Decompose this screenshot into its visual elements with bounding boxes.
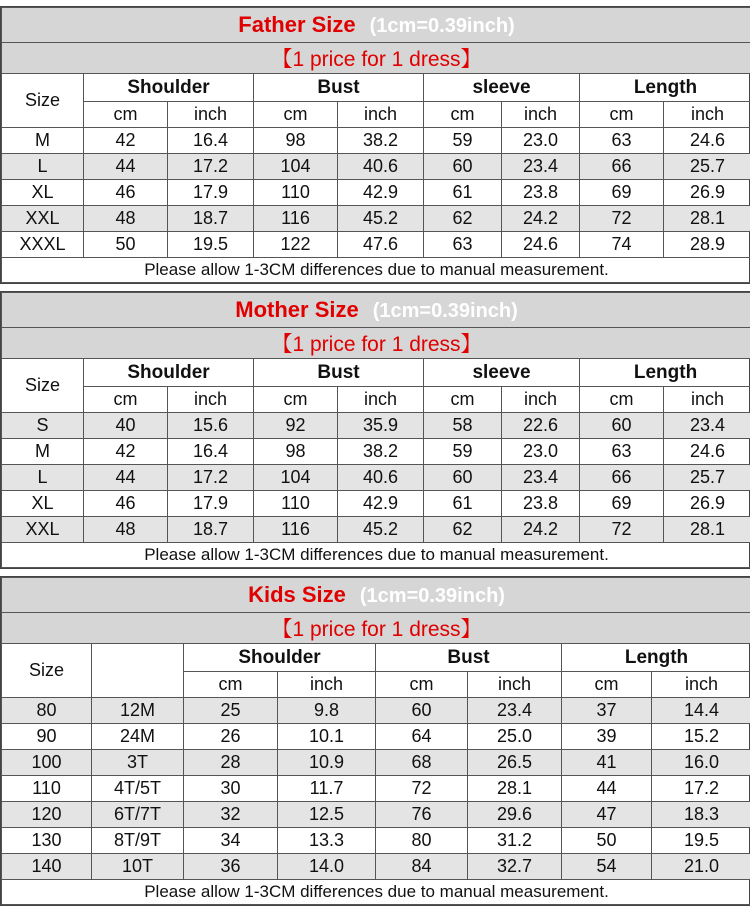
value-cell: 47.6 [338,232,424,258]
value-cell: 61 [424,491,502,517]
mother-title: Mother Size [235,297,359,322]
value-cell: 110 [254,491,338,517]
value-cell: 37 [562,698,652,724]
value-cell: 59 [424,439,502,465]
unit-label: inch [502,102,580,128]
value-cell: 58 [424,413,502,439]
value-cell: 72 [580,517,664,543]
value-cell: 42.9 [338,491,424,517]
value-cell: 17.2 [168,154,254,180]
value-cell: 24.6 [664,439,750,465]
unit-label: inch [664,387,750,413]
value-cell: 25.0 [468,724,562,750]
unit-label: cm [562,672,652,698]
value-cell: 24.2 [502,206,580,232]
value-cell: 116 [254,206,338,232]
value-cell: 24.6 [664,128,750,154]
unit-label: cm [84,102,168,128]
value-cell: 10.9 [278,750,376,776]
value-cell: 69 [580,180,664,206]
value-cell: 25.7 [664,154,750,180]
table-row [2,854,750,880]
size-cell: 100 [2,750,92,776]
mother-group-length: Length [580,359,750,387]
unit-label: cm [254,102,338,128]
value-cell: 16.0 [652,750,750,776]
value-cell: 28.1 [664,206,750,232]
value-cell: 60 [580,413,664,439]
size-cell: M [2,128,84,154]
unit-label: cm [580,387,664,413]
value-cell: 38.2 [338,439,424,465]
father-group-length: Length [580,74,750,102]
mother-title-cell [2,293,750,328]
size-cell: XXL [2,517,84,543]
value-cell: 63 [424,232,502,258]
value-cell: 32.7 [468,854,562,880]
age-cell: 10T [92,854,184,880]
value-cell: 17.9 [168,180,254,206]
table-row [2,206,750,232]
unit-label: cm [424,387,502,413]
kids-conversion: (1cm=0.39inch) [359,585,505,607]
value-cell: 23.0 [502,128,580,154]
mother-group-bust: Bust [254,359,424,387]
value-cell: 116 [254,517,338,543]
value-cell: 28 [184,750,278,776]
value-cell: 38.2 [338,128,424,154]
unit-label: inch [468,672,562,698]
unit-label: inch [664,102,750,128]
father-conversion: (1cm=0.39inch) [369,15,515,37]
age-cell: 24M [92,724,184,750]
value-cell: 54 [562,854,652,880]
value-cell: 66 [580,154,664,180]
value-cell: 72 [376,776,468,802]
value-cell: 26 [184,724,278,750]
father-footer-note: Please allow 1-3CM differences due to manual measurement. [2,258,750,283]
table-row [2,724,750,750]
age-cell: 3T [92,750,184,776]
value-cell: 45.2 [338,517,424,543]
father-size-chart [0,6,750,284]
table-row [2,776,750,802]
value-cell: 23.4 [664,413,750,439]
value-cell: 50 [84,232,168,258]
size-cell: L [2,154,84,180]
size-cell: 120 [2,802,92,828]
value-cell: 50 [562,828,652,854]
value-cell: 21.0 [652,854,750,880]
mother-size-chart [0,291,750,569]
father-group-bust: Bust [254,74,424,102]
table-row [2,750,750,776]
kids-title: Kids Size [248,582,346,607]
value-cell: 110 [254,180,338,206]
value-cell: 36 [184,854,278,880]
value-cell: 40.6 [338,465,424,491]
value-cell: 23.4 [502,465,580,491]
value-cell: 44 [84,465,168,491]
size-cell: L [2,465,84,491]
value-cell: 9.8 [278,698,376,724]
value-cell: 84 [376,854,468,880]
value-cell: 68 [376,750,468,776]
value-cell: 11.7 [278,776,376,802]
table-row [2,413,750,439]
value-cell: 19.5 [652,828,750,854]
size-cell: 130 [2,828,92,854]
value-cell: 63 [580,439,664,465]
size-cell: XL [2,491,84,517]
value-cell: 59 [424,128,502,154]
table-row [2,465,750,491]
mother-footer-note: Please allow 1-3CM differences due to manual measurement. [2,543,750,568]
size-cell: 110 [2,776,92,802]
unit-label: cm [376,672,468,698]
father-group-sleeve: sleeve [424,74,580,102]
value-cell: 23.4 [502,154,580,180]
value-cell: 16.4 [168,439,254,465]
value-cell: 80 [376,828,468,854]
kids-size-header: Size [2,644,92,698]
value-cell: 104 [254,465,338,491]
value-cell: 74 [580,232,664,258]
value-cell: 30 [184,776,278,802]
value-cell: 45.2 [338,206,424,232]
value-cell: 44 [84,154,168,180]
value-cell: 60 [424,154,502,180]
value-cell: 40.6 [338,154,424,180]
kids-group-length: Length [562,644,750,672]
father-title: Father Size [238,12,356,37]
value-cell: 46 [84,180,168,206]
value-cell: 24.6 [502,232,580,258]
size-cell: 80 [2,698,92,724]
father-size-table [1,7,750,283]
table-row [2,517,750,543]
value-cell: 15.2 [652,724,750,750]
value-cell: 98 [254,439,338,465]
mother-size-header: Size [2,359,84,413]
value-cell: 61 [424,180,502,206]
unit-label: cm [254,387,338,413]
table-row [2,491,750,517]
kids-title-cell [2,578,750,613]
value-cell: 60 [424,465,502,491]
value-cell: 46 [84,491,168,517]
unit-label: cm [424,102,502,128]
value-cell: 42 [84,439,168,465]
value-cell: 122 [254,232,338,258]
value-cell: 34 [184,828,278,854]
age-cell: 4T/5T [92,776,184,802]
value-cell: 60 [376,698,468,724]
value-cell: 92 [254,413,338,439]
age-cell: 12M [92,698,184,724]
value-cell: 17.2 [168,465,254,491]
value-cell: 25.7 [664,465,750,491]
value-cell: 44 [562,776,652,802]
unit-label: inch [338,102,424,128]
value-cell: 23.0 [502,439,580,465]
value-cell: 26.5 [468,750,562,776]
value-cell: 47 [562,802,652,828]
unit-label: inch [278,672,376,698]
unit-label: inch [168,387,254,413]
table-row [2,128,750,154]
value-cell: 48 [84,206,168,232]
value-cell: 23.8 [502,491,580,517]
value-cell: 14.0 [278,854,376,880]
value-cell: 18.3 [652,802,750,828]
unit-label: inch [168,102,254,128]
size-cell: 140 [2,854,92,880]
kids-size-table [1,577,750,905]
value-cell: 17.9 [168,491,254,517]
value-cell: 22.6 [502,413,580,439]
table-row [2,154,750,180]
value-cell: 26.9 [664,180,750,206]
value-cell: 25 [184,698,278,724]
unit-label: inch [338,387,424,413]
value-cell: 41 [562,750,652,776]
value-cell: 72 [580,206,664,232]
value-cell: 24.2 [502,517,580,543]
value-cell: 62 [424,206,502,232]
value-cell: 42.9 [338,180,424,206]
value-cell: 23.8 [502,180,580,206]
age-cell: 8T/9T [92,828,184,854]
kids-price-note: 【1 price for 1 dress】 [2,613,750,644]
father-price-note: 【1 price for 1 dress】 [2,43,750,74]
value-cell: 40 [84,413,168,439]
value-cell: 13.3 [278,828,376,854]
value-cell: 18.7 [168,206,254,232]
value-cell: 16.4 [168,128,254,154]
value-cell: 66 [580,465,664,491]
value-cell: 39 [562,724,652,750]
father-title-cell [2,8,750,43]
value-cell: 28.1 [664,517,750,543]
mother-group-sleeve: sleeve [424,359,580,387]
value-cell: 63 [580,128,664,154]
value-cell: 62 [424,517,502,543]
value-cell: 23.4 [468,698,562,724]
size-cell: S [2,413,84,439]
value-cell: 98 [254,128,338,154]
value-cell: 19.5 [168,232,254,258]
value-cell: 104 [254,154,338,180]
value-cell: 12.5 [278,802,376,828]
table-row [2,180,750,206]
kids-group-bust: Bust [376,644,562,672]
value-cell: 15.6 [168,413,254,439]
value-cell: 28.1 [468,776,562,802]
father-group-shoulder: Shoulder [84,74,254,102]
value-cell: 26.9 [664,491,750,517]
mother-group-shoulder: Shoulder [84,359,254,387]
value-cell: 31.2 [468,828,562,854]
table-row [2,439,750,465]
unit-label: inch [502,387,580,413]
value-cell: 29.6 [468,802,562,828]
table-row [2,232,750,258]
size-cell: XXXL [2,232,84,258]
table-row [2,828,750,854]
table-row [2,698,750,724]
value-cell: 48 [84,517,168,543]
value-cell: 64 [376,724,468,750]
kids-size-chart [0,576,750,906]
father-size-header: Size [2,74,84,128]
size-cell: XXL [2,206,84,232]
value-cell: 76 [376,802,468,828]
value-cell: 32 [184,802,278,828]
mother-price-note: 【1 price for 1 dress】 [2,328,750,359]
size-cell: M [2,439,84,465]
kids-age-header [92,644,184,698]
value-cell: 69 [580,491,664,517]
mother-conversion: (1cm=0.39inch) [372,300,518,322]
value-cell: 14.4 [652,698,750,724]
size-cell: 90 [2,724,92,750]
age-cell: 6T/7T [92,802,184,828]
kids-group-shoulder: Shoulder [184,644,376,672]
value-cell: 17.2 [652,776,750,802]
value-cell: 18.7 [168,517,254,543]
kids-footer-note: Please allow 1-3CM differences due to manual measurement. [2,880,750,905]
unit-label: cm [580,102,664,128]
mother-size-table [1,292,750,568]
unit-label: cm [184,672,278,698]
value-cell: 10.1 [278,724,376,750]
unit-label: inch [652,672,750,698]
table-row [2,802,750,828]
value-cell: 35.9 [338,413,424,439]
value-cell: 42 [84,128,168,154]
value-cell: 28.9 [664,232,750,258]
size-cell: XL [2,180,84,206]
unit-label: cm [84,387,168,413]
